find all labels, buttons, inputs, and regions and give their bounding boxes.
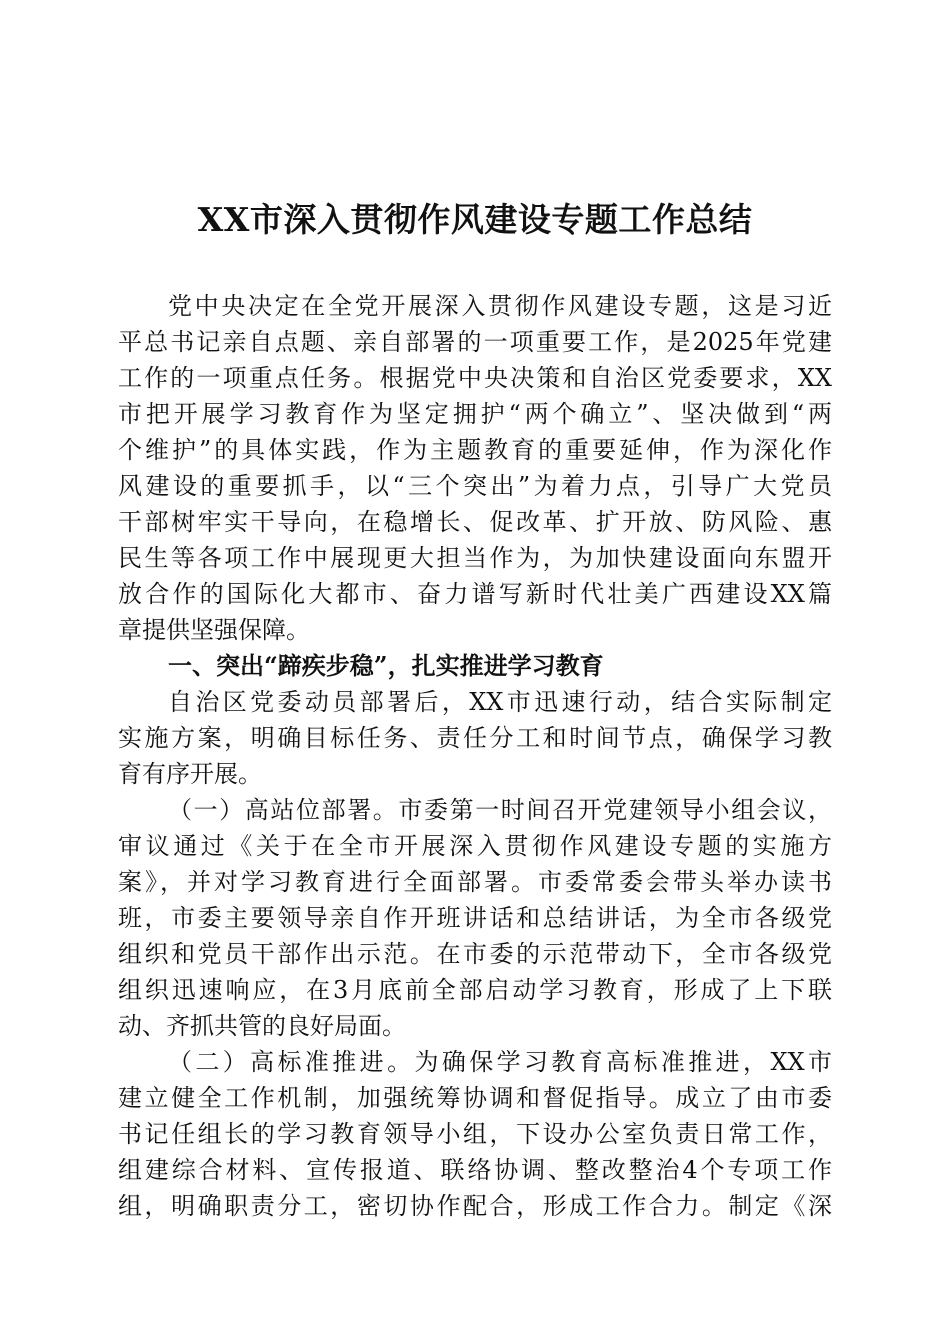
body-line: 案》，并对学习教育进行全面部署。市委常委会带头举办读书 <box>118 868 832 896</box>
body-line: 章提供坚强保障。 <box>118 616 310 644</box>
body-line: （二）高标准推进。为确保学习教育高标准推进，XX市 <box>168 1048 832 1076</box>
body-line: 风建设的重要抓手，以“三个突出”为着力点，引导广大党员 <box>118 472 832 500</box>
body-line: 民生等各项工作中展现更大担当作为，为加快建设面向东盟开 <box>118 544 832 572</box>
body-line: 动、齐抓共管的良好局面。 <box>118 1012 406 1040</box>
body-line: 放合作的国际化大都市、奋力谱写新时代壮美广西建设XX篇 <box>118 580 832 608</box>
section-heading: 一、突出“蹄疾步稳”，扎实推进学习教育 <box>168 651 604 680</box>
body-line: 党中央决定在全党开展深入贯彻作风建设专题，这是习近 <box>168 292 832 320</box>
body-line: 组织和党员干部作出示范。在市委的示范带动下，全市各级党 <box>118 940 832 968</box>
document-body <box>118 288 832 1224</box>
body-line: 平总书记亲自点题、亲自部署的一项重要工作，是2025年党建 <box>118 328 832 356</box>
body-line: 工作的一项重点任务。根据党中央决策和自治区党委要求，XX <box>118 364 832 392</box>
body-line: （一）高站位部署。市委第一时间召开党建领导小组会议， <box>168 796 832 824</box>
body-line: 组，明确职责分工，密切协作配合，形成工作合力。制定《深 <box>118 1192 832 1220</box>
body-line: 班，市委主要领导亲自作开班讲话和总结讲话，为全市各级党 <box>118 904 832 932</box>
body-line: 组织迅速响应，在3月底前全部启动学习教育，形成了上下联 <box>118 976 832 1004</box>
body-line: 自治区党委动员部署后，XX市迅速行动，结合实际制定 <box>168 688 832 716</box>
body-line: 实施方案，明确目标任务、责任分工和时间节点，确保学习教 <box>118 724 832 752</box>
body-line: 个维护”的具体实践，作为主题教育的重要延伸，作为深化作 <box>118 436 832 464</box>
body-line: 干部树牢实干导向，在稳增长、促改革、扩开放、防风险、惠 <box>118 508 832 536</box>
body-line: 市把开展学习教育作为坚定拥护“两个确立”、坚决做到“两 <box>118 400 832 428</box>
body-line: 审议通过《关于在全市开展深入贯彻作风建设专题的实施方 <box>118 832 832 860</box>
body-line: 建立健全工作机制，加强统筹协调和督促指导。成立了由市委 <box>118 1084 832 1112</box>
body-line: 育有序开展。 <box>118 760 262 788</box>
body-line: 书记任组长的学习教育领导小组，下设办公室负责日常工作， <box>118 1120 832 1148</box>
body-line: 组建综合材料、宣传报道、联络协调、整改整治4个专项工作 <box>118 1156 832 1184</box>
document-title: XX市深入贯彻作风建设专题工作总结 <box>197 200 753 239</box>
